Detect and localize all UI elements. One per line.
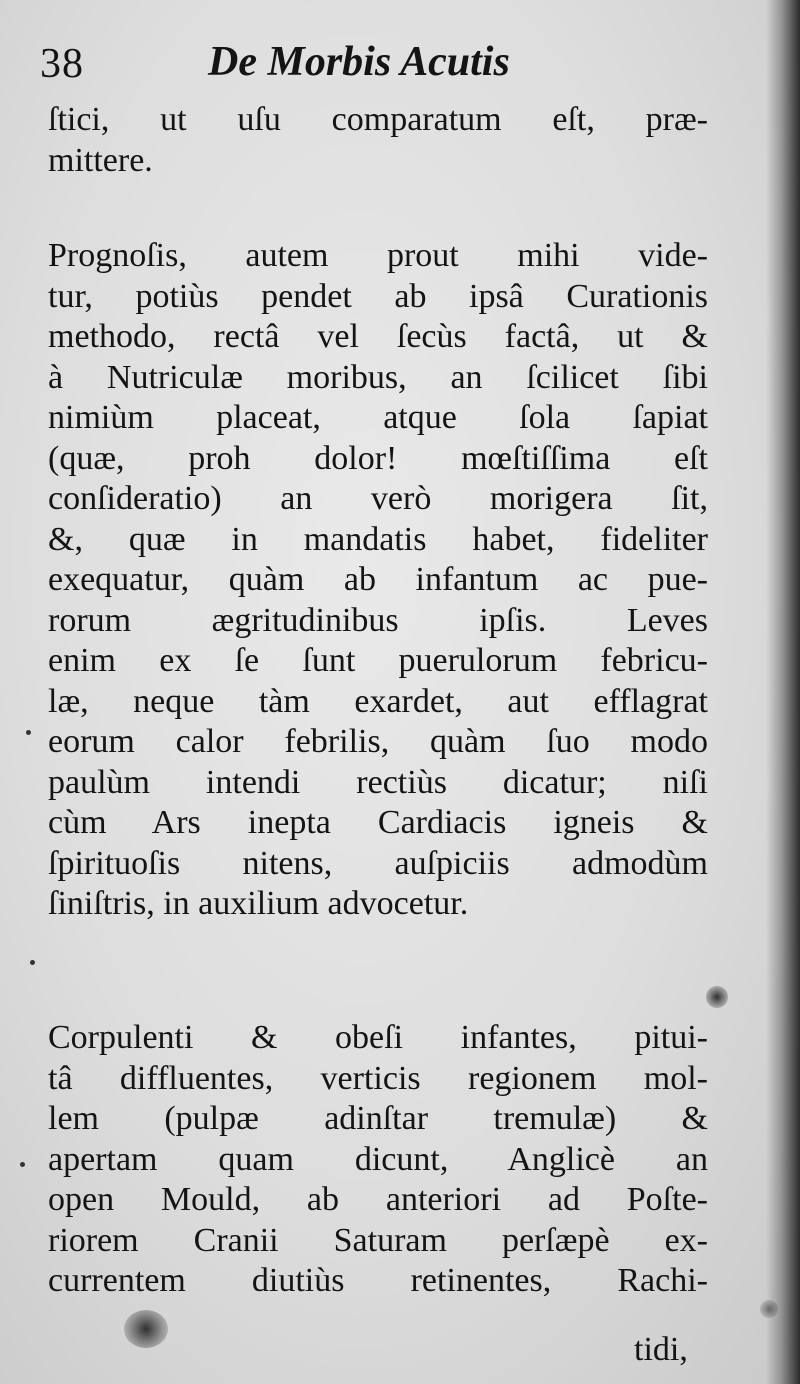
text-line: conſideratio) an verò morigera ſit, [48, 480, 708, 517]
text-line: ſtici, ut uſu comparatum eſt, præ- [48, 101, 708, 138]
text-line: paulùm intendi rectiùs dicatur; niſi [48, 763, 708, 801]
ink-speck [30, 960, 35, 965]
text-line: Prognoſis, autem prout mihi vide- [48, 237, 708, 274]
text-line: rorum ægritudinibus ipſis. Leves [48, 601, 708, 639]
page-number: 38 [40, 41, 84, 87]
paragraph-prognosis [48, 236, 708, 925]
text-line: mittere. [48, 141, 153, 179]
text-line: nimiùm placeat, atque ſola ſapiat [48, 399, 708, 436]
text-line: ſiniſtris, in auxilium advocetur. [48, 885, 469, 922]
text-line: tur, potiùs pendet ab ipsâ Curationis [48, 277, 708, 315]
text-line: cùm Ars inepta Cardiacis igneis & [48, 804, 708, 841]
text-line: currentem diutiùs retinentes, Rachi- [48, 1262, 708, 1299]
text-line: lem (pulpæ adinſtar tremulæ) & [48, 1100, 708, 1137]
text-line: à Nutriculæ moribus, an ſcilicet ſibi [48, 358, 708, 396]
paragraph-continuation [48, 100, 708, 181]
text-line: Corpulenti & obeſi infantes, pitui- [48, 1019, 708, 1056]
text-line: &, quæ in mandatis habet, fideliter [48, 520, 708, 558]
paragraph-corpulenti [48, 1018, 708, 1302]
ink-speck [20, 1162, 25, 1167]
running-title: De Morbis Acutis [208, 39, 510, 85]
page-header [40, 38, 680, 98]
page-gutter-shadow [766, 0, 800, 1384]
text-line: læ, neque tàm exardet, aut efflagrat [48, 682, 708, 720]
ink-smudge [124, 1310, 168, 1348]
text-line: tâ diffluentes, verticis regionem mol- [48, 1059, 708, 1097]
catchword: tidi, [634, 1331, 688, 1368]
text-line: methodo, rectâ vel ſecùs factâ, ut & [48, 318, 708, 355]
text-line: ſpirituoſis nitens, auſpiciis admodùm [48, 844, 708, 882]
text-line: eorum calor febrilis, quàm ſuo modo [48, 723, 708, 760]
text-line: open Mould, ab anteriori ad Poſte- [48, 1181, 708, 1218]
ink-speck [26, 730, 31, 735]
ink-smudge [706, 986, 728, 1008]
text-line: riorem Cranii Saturam perſæpè ex- [48, 1221, 708, 1259]
text-line: apertam quam dicunt, Anglicè an [48, 1140, 708, 1178]
text-line: (quæ, proh dolor! mœſtiſſima eſt [48, 439, 708, 477]
text-line: exequatur, quàm ab infantum ac pue- [48, 561, 708, 598]
ink-smudge [760, 1300, 778, 1318]
text-line: enim ex ſe ſunt puerulorum febricu- [48, 642, 708, 679]
